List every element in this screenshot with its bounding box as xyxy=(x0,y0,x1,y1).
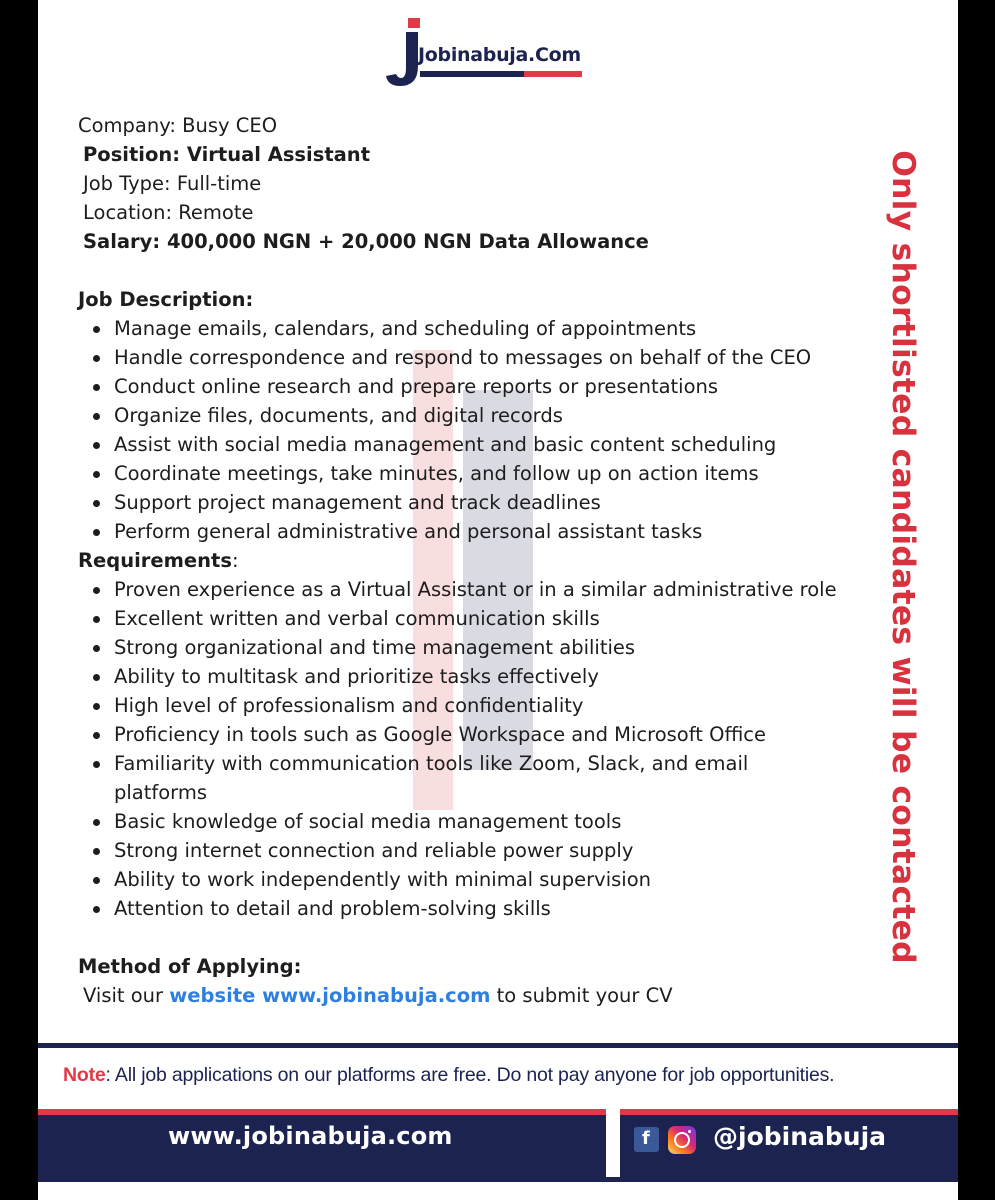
list-item: Perform general administrative and personal assistant tasks xyxy=(114,517,878,546)
description-list xyxy=(78,314,878,546)
side-notice xyxy=(868,150,938,964)
apply-post: to submit your CV xyxy=(490,984,673,1007)
side-notice-text: Only shortlisted candidates will be contacted xyxy=(885,150,921,964)
company-line: Company: Busy CEO xyxy=(78,114,278,137)
facebook-icon[interactable] xyxy=(634,1127,659,1152)
note-label: Note xyxy=(63,1064,106,1086)
jobinabuja-logo xyxy=(384,18,624,90)
list-item: Strong organizational and time management abilities xyxy=(114,633,878,662)
list-item: Ability to work independently with minimal supervision xyxy=(114,865,878,894)
instagram-icon[interactable] xyxy=(668,1126,696,1154)
job-flyer xyxy=(38,0,958,1200)
footer-divider xyxy=(38,1043,958,1048)
apply-pre: Visit our xyxy=(83,984,170,1007)
note-line xyxy=(63,1064,834,1087)
requirements-heading xyxy=(78,546,878,575)
social-handle[interactable]: @jobinabuja xyxy=(713,1122,887,1151)
list-item: Proven experience as a Virtual Assistant or in a similar administrative role xyxy=(114,575,878,604)
requirements-heading-text: Requirements xyxy=(78,549,232,572)
job-details xyxy=(78,111,878,1010)
list-item: High level of professionalism and confidentiality xyxy=(114,691,878,720)
job-type-line: Job Type: Full-time xyxy=(83,172,262,195)
position-line: Position: Virtual Assistant xyxy=(83,143,371,166)
bottom-rule xyxy=(38,1177,958,1182)
list-item: Ability to multitask and prioritize tasks effectively xyxy=(114,662,878,691)
list-item: Conduct online research and prepare reports or presentations xyxy=(114,372,878,401)
list-item: Assist with social media management and basic content scheduling xyxy=(114,430,878,459)
list-item: Support project management and track deadlines xyxy=(114,488,878,517)
list-item: Coordinate meetings, take minutes, and follow up on action items xyxy=(114,459,878,488)
list-item: Proficiency in tools such as Google Workspace and Microsoft Office xyxy=(114,720,878,749)
list-item-continuation: platforms xyxy=(114,781,208,804)
description-heading: Job Description: xyxy=(78,288,254,311)
list-item: Basic knowledge of social media management tools xyxy=(114,807,878,836)
requirements-heading-colon: : xyxy=(231,549,239,572)
list-item-text: Familiarity with communication tools like Zoom, Slack, and email xyxy=(114,752,749,775)
logo-underline-accent xyxy=(524,71,582,77)
requirements-list xyxy=(78,575,878,923)
apply-heading: Method of Applying: xyxy=(78,955,302,978)
list-item: Handle correspondence and respond to messages on behalf of the CEO xyxy=(114,343,878,372)
list-item: Excellent written and verbal communication skills xyxy=(114,604,878,633)
facebook-glyph: f xyxy=(642,1128,650,1149)
list-item: Organize files, documents, and digital records xyxy=(114,401,878,430)
list-item: Strong internet connection and reliable power supply xyxy=(114,836,878,865)
footer-url[interactable]: www.jobinabuja.com xyxy=(168,1122,453,1150)
logo-text: Jobinabuja.Com xyxy=(418,44,581,66)
location-line: Location: Remote xyxy=(83,201,254,224)
list-item: Attention to detail and problem-solving skills xyxy=(114,894,878,923)
note-text: : All job applications on our platforms are free. Do not pay anyone for job opportunities. xyxy=(105,1064,835,1086)
apply-line xyxy=(78,981,878,1010)
website-link[interactable]: website www.jobinabuja.com xyxy=(169,984,491,1007)
list-item: Manage emails, calendars, and scheduling of appointments xyxy=(114,314,878,343)
salary-line: Salary: 400,000 NGN + 20,000 NGN Data Allowance xyxy=(83,230,649,253)
list-item xyxy=(114,749,878,807)
